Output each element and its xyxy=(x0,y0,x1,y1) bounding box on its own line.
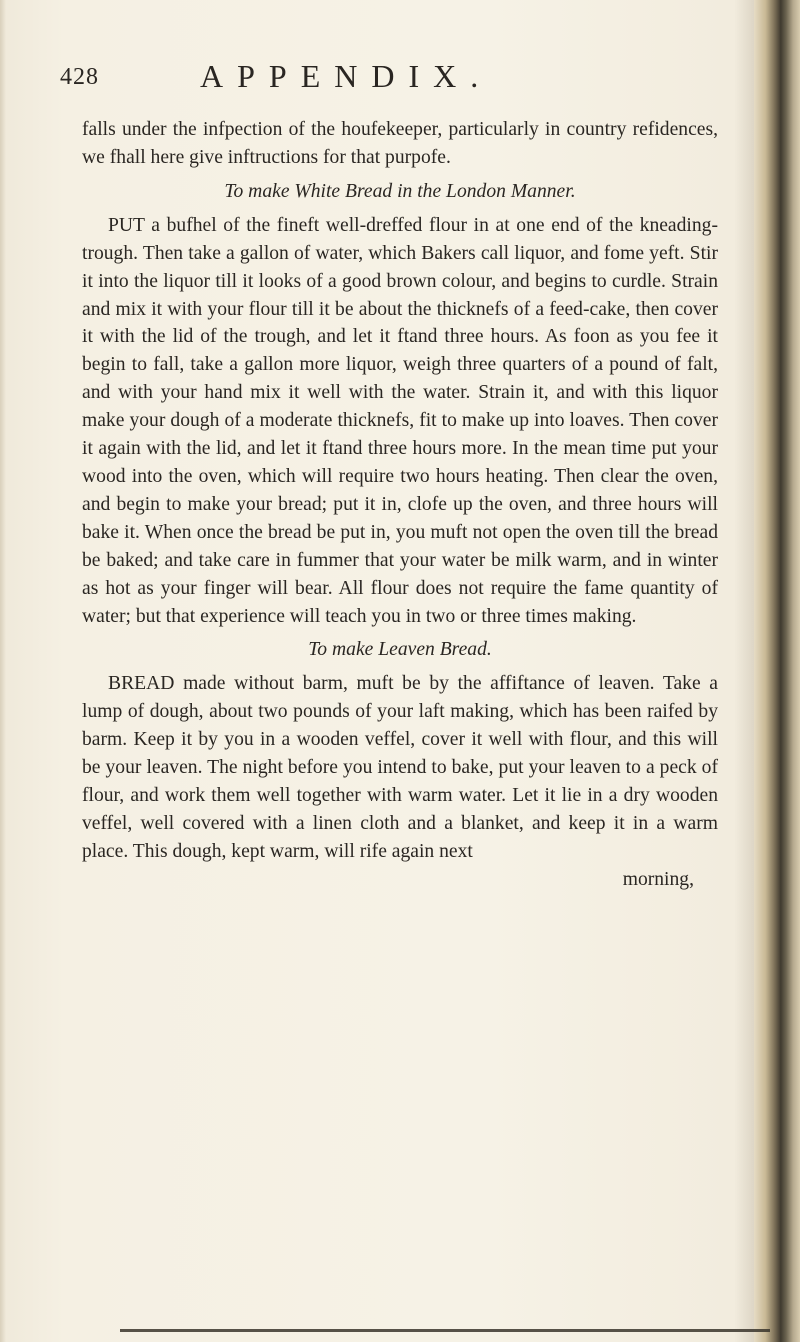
continuation-paragraph: falls under the infpection of the houfekeeper, particularly in country refidences, we fhall here give inftructions for that purpofe. xyxy=(82,119,718,168)
section-body-white-bread: PUT a bufhel of the fineft well-dreffed flour in at one end of the kneading-trough. Then take a gallon of water, which Bakers call liquor, and fome yeft. Stir it into the liquor till it looks of a good brown colour, and begins to curdle. Strain and mix it with your flour till it be about the thicknefs of a feed-cake, then cover it with the lid of the trough, and let it ftand three hours. As foon as you fee it begin to fall, take a gallon more liquor, weigh three quarters of a pound of falt, and with your hand mix it well with the water. Strain it, and with this liquor make your dough of a moderate thicknefs, fit to make up into loaves. Then cover it again with the lid, and let it ftand three hours more. In the mean time put your wood into the oven, which will require two hours heating. Then clear the oven, and begin to make your bread; put it in, clofe up the oven, and three hours will bake it. When once the bread be put in, you muft not open the oven till the bread be baked; and take care in fummer that your water be milk warm, and in winter as hot as your finger will bear. All flour does not require the fame quantity of water; but that experience will teach you in two or three times making. xyxy=(82,214,718,627)
page-number: 428 xyxy=(60,64,99,90)
section-heading-leaven-bread: To make Leaven Bread. xyxy=(308,639,492,661)
bottom-edge-rule xyxy=(120,1329,770,1332)
book-binding-edge xyxy=(754,0,800,1342)
running-title: APPENDIX. xyxy=(200,58,493,94)
section-body-leaven-bread: BREAD made without barm, muft be by the affiftance of leaven. Take a lump of dough, about two pounds of your laft making, which has been raifed by barm. Keep it by you in a wooden veffel, cover it well with flour, and this will be your leaven. The night before you intend to bake, put your leaven to a peck of flour, and work them well together with warm water. Let it lie in a dry wooden veffel, well covered with a linen cloth and a blanket, and keep it in a warm place. This dough, kept warm, will rife again next xyxy=(82,673,718,862)
binding-shadow xyxy=(734,0,754,1342)
running-head xyxy=(60,58,718,98)
section-heading-white-bread: To make White Bread in the London Manner. xyxy=(224,180,576,202)
page-left-edge xyxy=(0,0,6,1342)
catchword: morning, xyxy=(622,868,694,890)
text-block xyxy=(60,58,718,894)
